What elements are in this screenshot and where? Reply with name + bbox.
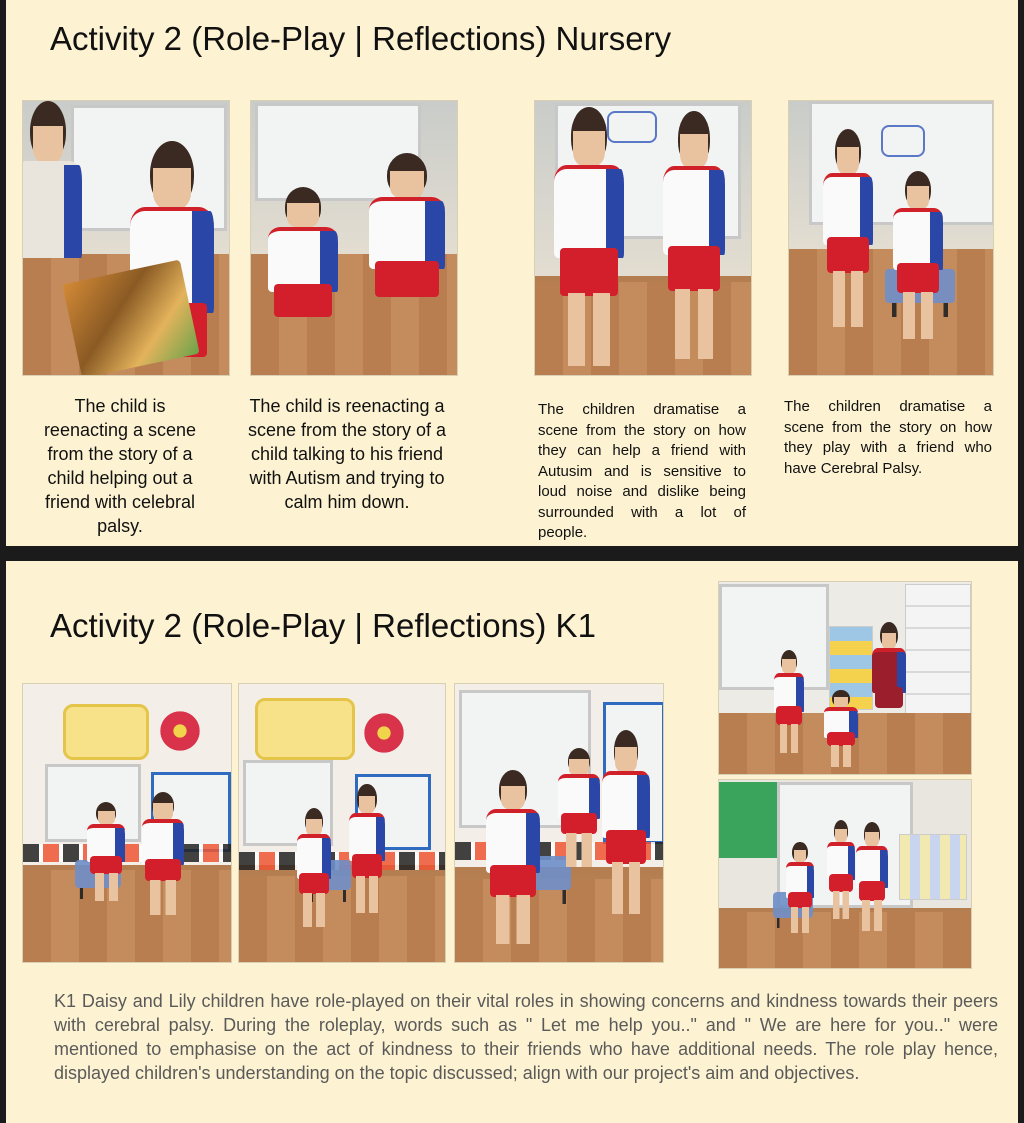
nursery-photo-1 — [22, 100, 230, 376]
nursery-photo-2 — [250, 100, 458, 376]
k1-reflection-paragraph: K1 Daisy and Lily children have role-played on their vital roles in showing concerns and kindness towards their peers with cerebral palsy. During the roleplay, words such as " Let me help you.." and " We are here for you.." were mentioned to emphasise on the act of kindness to their friends who have additional needs. The role play hence, displayed children's understanding on the topic discussed; align with our project's aim and objectives. — [54, 991, 998, 1083]
nursery-photo-3 — [534, 100, 752, 376]
k1-photo-2 — [238, 683, 446, 963]
nursery-caption-4: The children dramatise a scene from the story on how they play with a friend who have Cerebral Palsy. — [784, 398, 992, 477]
k1-photo-3 — [454, 683, 664, 963]
welcome-sign — [63, 704, 149, 760]
k1-slide-title: Activity 2 (Role-Play | Reflections) K1 — [50, 607, 596, 644]
nursery-caption-3: The children dramatise a scene from the story on how they can help a friend with Autusim and is sensitive to loud noise and dislike being surrounded with a lot of people. — [538, 401, 746, 541]
nursery-slide-title: Activity 2 (Role-Play | Reflections) Nursery — [50, 20, 672, 57]
k1-photo-5 — [718, 779, 972, 969]
nursery-slide — [6, 0, 1018, 546]
k1-slide — [6, 561, 1018, 1123]
nursery-photo-4 — [788, 100, 994, 376]
k1-photo-1 — [22, 683, 232, 963]
nursery-caption-2: The child is reenacting a scene from the story of a child talking to his friend with Autism and trying to calm him down. — [247, 396, 447, 512]
nursery-caption-1: The child is reenacting a scene from the story of a child helping out a friend with celebral palsy. — [43, 396, 197, 536]
k1-photo-4 — [718, 581, 972, 775]
